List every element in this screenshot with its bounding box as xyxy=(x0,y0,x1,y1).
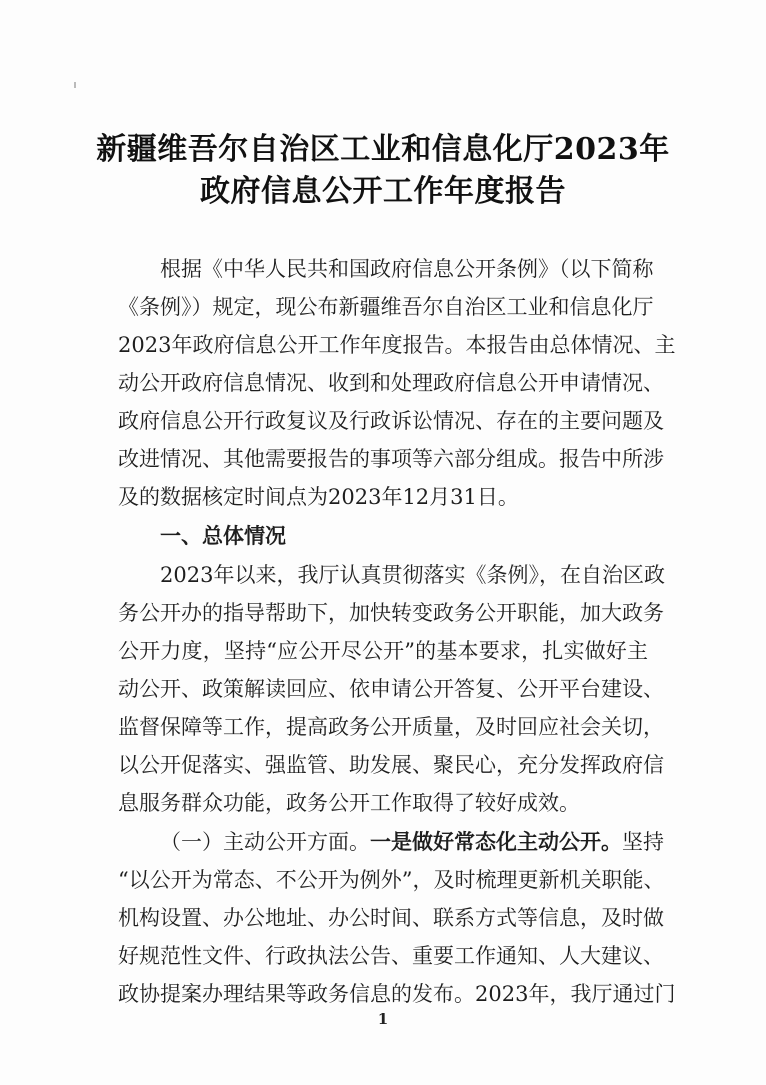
overview-line-3: 公开力度，坚持“应公开尽公开”的基本要求，扎实做好主 xyxy=(118,639,648,663)
subsection-proactive-line-4: 好规范性文件、行政执法公告、重要工作通知、人大建议、 xyxy=(118,944,664,968)
intro-line-6: 改进情况、其他需要报告的事项等六部分组成。报告中所涉 xyxy=(118,447,664,471)
intro-line-1: 根据《中华人民共和国政府信息公开条例》（以下简称 xyxy=(160,257,654,281)
overview-line-2: 务公开办的指导帮助下，加快转变政务公开职能，加大政务 xyxy=(118,601,664,625)
section-heading-overview: 一、总体情况 xyxy=(160,523,286,548)
report-title-line-1: 新疆维吾尔自治区工业和信息化厅2023年 xyxy=(96,132,670,167)
intro-line-4: 动公开政府信息情况、收到和处理政府信息公开申请情况、 xyxy=(118,371,664,395)
intro-line-7: 及的数据核定时间点为2023年12月31日。 xyxy=(118,485,519,509)
subsection-proactive-line-2: “以公开为常态、不公开为例外”，及时梳理更新机关职能、 xyxy=(118,868,665,892)
page-number: 1 xyxy=(377,1010,389,1028)
intro-line-5: 政府信息公开行政复议及行政诉讼情况、存在的主要问题及 xyxy=(118,409,664,433)
intro-line-2: 《条例》）规定，现公布新疆维吾尔自治区工业和信息化厅 xyxy=(118,295,654,319)
report-title-line-2: 政府信息公开工作年度报告 xyxy=(200,174,566,209)
subsection-lead: （一）主动公开方面。 xyxy=(160,830,370,854)
subsection-bold-point: 一是做好常态化主动公开。 xyxy=(370,829,622,854)
overview-line-4: 动公开、政策解读回应、依申请公开答复、公开平台建设、 xyxy=(118,677,664,701)
scan-speck xyxy=(74,82,76,88)
intro-line-3: 2023年政府信息公开工作年度报告。本报告由总体情况、主 xyxy=(118,333,676,357)
subsection-proactive-line-5: 政协提案办理结果等政务信息的发布。2023年，我厅通过门 xyxy=(118,982,676,1006)
overview-line-7: 息服务群众功能，政务公开工作取得了较好成效。 xyxy=(118,791,580,815)
subsection-tail: 坚持 xyxy=(622,830,664,854)
overview-line-6: 以公开促落实、强监管、助发展、聚民心，充分发挥政府信 xyxy=(118,753,664,777)
subsection-proactive-line-3: 机构设置、办公地址、办公时间、联系方式等信息，及时做 xyxy=(118,906,664,930)
overview-line-1: 2023年以来，我厅认真贯彻落实《条例》，在自治区政 xyxy=(160,563,665,587)
subsection-proactive-line-1 xyxy=(160,827,664,857)
overview-line-5: 监督保障等工作，提高政务公开质量，及时回应社会关切， xyxy=(118,715,664,739)
